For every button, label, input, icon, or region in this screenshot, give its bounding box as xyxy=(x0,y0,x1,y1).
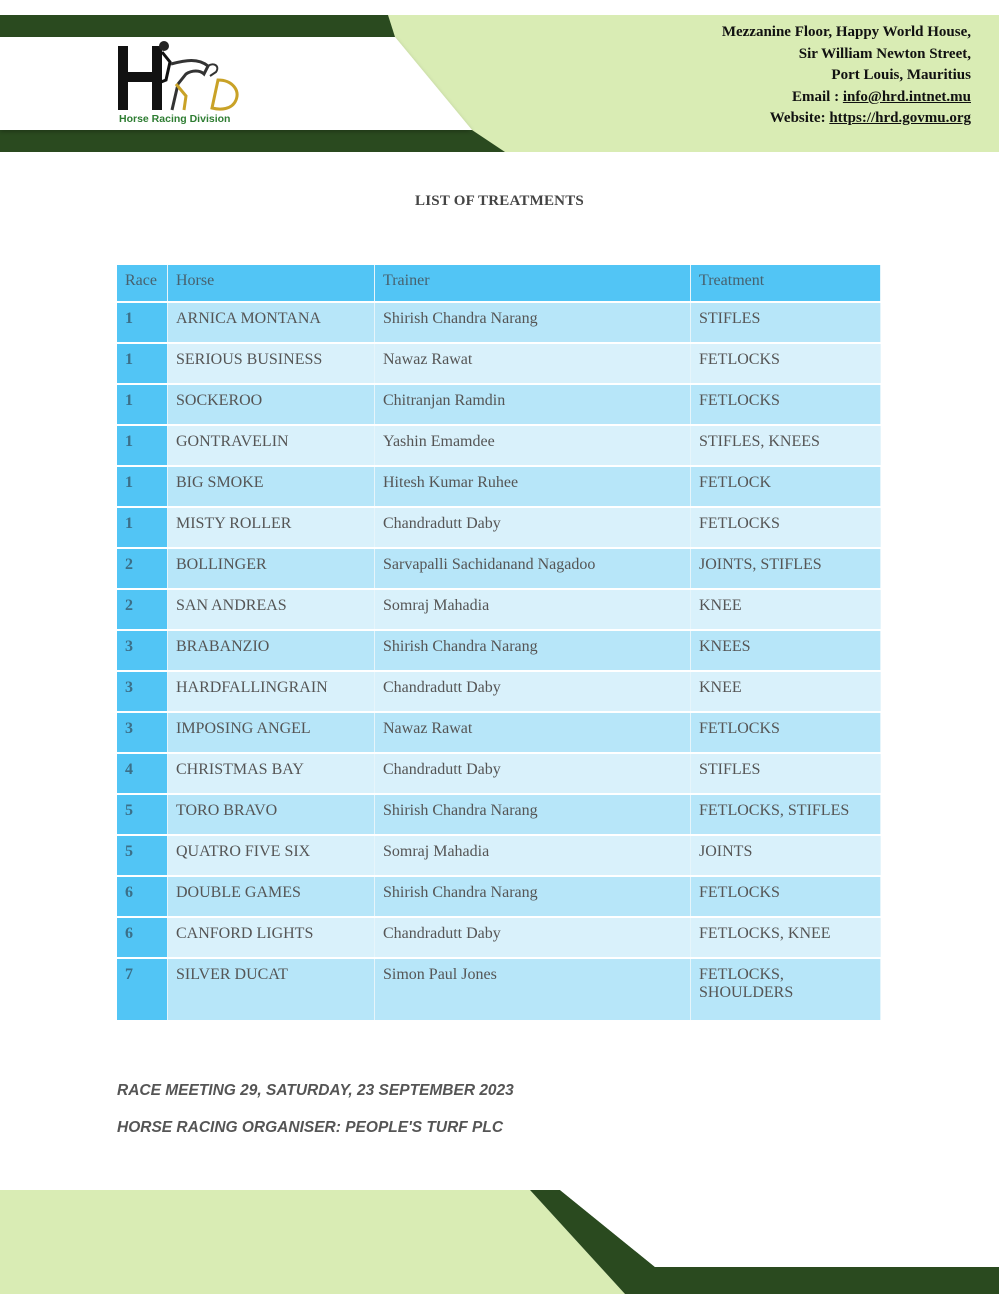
trainer-cell: Shirish Chandra Narang xyxy=(375,876,691,917)
treatment-cell: FETLOCKS, SHOULDERS xyxy=(691,958,881,1021)
table-header-row xyxy=(117,265,881,302)
treatment-cell: FETLOCKS xyxy=(691,384,881,425)
race-meeting-line: RACE MEETING 29, SATURDAY, 23 SEPTEMBER 2023 xyxy=(117,1082,514,1099)
horse-cell: CANFORD LIGHTS xyxy=(168,917,375,958)
table-row xyxy=(117,835,881,876)
treatments-table xyxy=(117,265,881,1022)
treatment-cell: FETLOCKS, STIFLES xyxy=(691,794,881,835)
race-cell: 1 xyxy=(117,302,168,343)
trainer-cell: Shirish Chandra Narang xyxy=(375,630,691,671)
table-body xyxy=(117,302,881,1021)
race-cell: 6 xyxy=(117,876,168,917)
treatment-cell: FETLOCK xyxy=(691,466,881,507)
horse-cell: BOLLINGER xyxy=(168,548,375,589)
table-row xyxy=(117,712,881,753)
horse-cell: MISTY ROLLER xyxy=(168,507,375,548)
table-row xyxy=(117,384,881,425)
race-cell: 1 xyxy=(117,384,168,425)
treatment-cell: FETLOCKS xyxy=(691,343,881,384)
trainer-cell: Chandradutt Daby xyxy=(375,507,691,548)
race-cell: 3 xyxy=(117,712,168,753)
treatment-cell: KNEE xyxy=(691,589,881,630)
race-cell: 1 xyxy=(117,343,168,384)
trainer-cell: Chandradutt Daby xyxy=(375,671,691,712)
race-cell: 5 xyxy=(117,835,168,876)
horse-cell: SILVER DUCAT xyxy=(168,958,375,1021)
horse-cell: GONTRAVELIN xyxy=(168,425,375,466)
table-row xyxy=(117,589,881,630)
column-header-treatment: Treatment xyxy=(691,265,881,302)
trainer-cell: Somraj Mahadia xyxy=(375,589,691,630)
race-cell: 3 xyxy=(117,630,168,671)
treatment-cell: FETLOCKS xyxy=(691,712,881,753)
horse-cell: TORO BRAVO xyxy=(168,794,375,835)
treatment-cell: FETLOCKS xyxy=(691,876,881,917)
website-link[interactable]: https://hrd.govmu.org xyxy=(829,110,971,126)
horse-cell: SERIOUS BUSINESS xyxy=(168,343,375,384)
race-cell: 1 xyxy=(117,507,168,548)
treatment-cell: FETLOCKS xyxy=(691,507,881,548)
race-cell: 1 xyxy=(117,466,168,507)
trainer-cell: Hitesh Kumar Ruhee xyxy=(375,466,691,507)
treatment-cell: STIFLES xyxy=(691,753,881,794)
organiser-line: HORSE RACING ORGANISER: PEOPLE'S TURF PLC xyxy=(117,1119,504,1136)
table-row xyxy=(117,630,881,671)
table-row xyxy=(117,343,881,384)
column-header-horse: Horse xyxy=(168,265,375,302)
race-cell: 5 xyxy=(117,794,168,835)
table-row xyxy=(117,548,881,589)
trainer-cell: Shirish Chandra Narang xyxy=(375,794,691,835)
table-row xyxy=(117,302,881,343)
treatment-cell: STIFLES xyxy=(691,302,881,343)
table-row xyxy=(117,917,881,958)
table-row xyxy=(117,466,881,507)
treatment-cell: KNEE xyxy=(691,671,881,712)
race-cell: 7 xyxy=(117,958,168,1021)
race-cell: 1 xyxy=(117,425,168,466)
race-cell: 2 xyxy=(117,548,168,589)
email-line xyxy=(722,87,971,109)
table-row xyxy=(117,425,881,466)
logo-text: Horse Racing Division xyxy=(119,113,231,125)
page-title: LIST OF TREATMENTS xyxy=(415,193,584,209)
race-cell: 3 xyxy=(117,671,168,712)
trainer-cell: Shirish Chandra Narang xyxy=(375,302,691,343)
trainer-cell: Nawaz Rawat xyxy=(375,712,691,753)
trainer-cell: Sarvapalli Sachidanand Nagadoo xyxy=(375,548,691,589)
column-header-race: Race xyxy=(117,265,168,302)
address-line: Port Louis, Mauritius xyxy=(831,67,971,83)
trainer-cell: Somraj Mahadia xyxy=(375,835,691,876)
treatment-cell: JOINTS xyxy=(691,835,881,876)
table-row xyxy=(117,794,881,835)
horse-cell: SAN ANDREAS xyxy=(168,589,375,630)
email-link[interactable]: info@hrd.intnet.mu xyxy=(842,88,971,105)
website-line xyxy=(722,108,971,130)
trainer-cell: Simon Paul Jones xyxy=(375,958,691,1021)
table-row xyxy=(117,876,881,917)
race-cell: 4 xyxy=(117,753,168,794)
column-header-trainer: Trainer xyxy=(375,265,691,302)
address-block xyxy=(722,22,971,130)
treatment-cell: STIFLES, KNEES xyxy=(691,425,881,466)
table-row xyxy=(117,507,881,548)
horse-cell: CHRISTMAS BAY xyxy=(168,753,375,794)
race-cell: 6 xyxy=(117,917,168,958)
horse-cell: DOUBLE GAMES xyxy=(168,876,375,917)
horse-cell: HARDFALLINGRAIN xyxy=(168,671,375,712)
trainer-cell: Chandradutt Daby xyxy=(375,917,691,958)
address-line: Mezzanine Floor, Happy World House, xyxy=(721,24,971,40)
race-cell: 2 xyxy=(117,589,168,630)
trainer-cell: Yashin Emamdee xyxy=(375,425,691,466)
treatment-cell: JOINTS, STIFLES xyxy=(691,548,881,589)
website-label: Website: xyxy=(769,110,826,126)
horse-cell: BRABANZIO xyxy=(168,630,375,671)
treatment-cell: KNEES xyxy=(691,630,881,671)
horse-cell: SOCKEROO xyxy=(168,384,375,425)
horse-cell: ARNICA MONTANA xyxy=(168,302,375,343)
address-line: Sir William Newton Street, xyxy=(798,45,971,62)
table-row xyxy=(117,671,881,712)
horse-cell: QUATRO FIVE SIX xyxy=(168,835,375,876)
horse-cell: IMPOSING ANGEL xyxy=(168,712,375,753)
treatment-cell: FETLOCKS, KNEE xyxy=(691,917,881,958)
table-row xyxy=(117,753,881,794)
trainer-cell: Chitranjan Ramdin xyxy=(375,384,691,425)
trainer-cell: Chandradutt Daby xyxy=(375,753,691,794)
horse-cell: BIG SMOKE xyxy=(168,466,375,507)
footer-band xyxy=(0,1185,999,1294)
table-row xyxy=(117,958,881,1021)
trainer-cell: Nawaz Rawat xyxy=(375,343,691,384)
email-label: Email : xyxy=(792,88,840,105)
